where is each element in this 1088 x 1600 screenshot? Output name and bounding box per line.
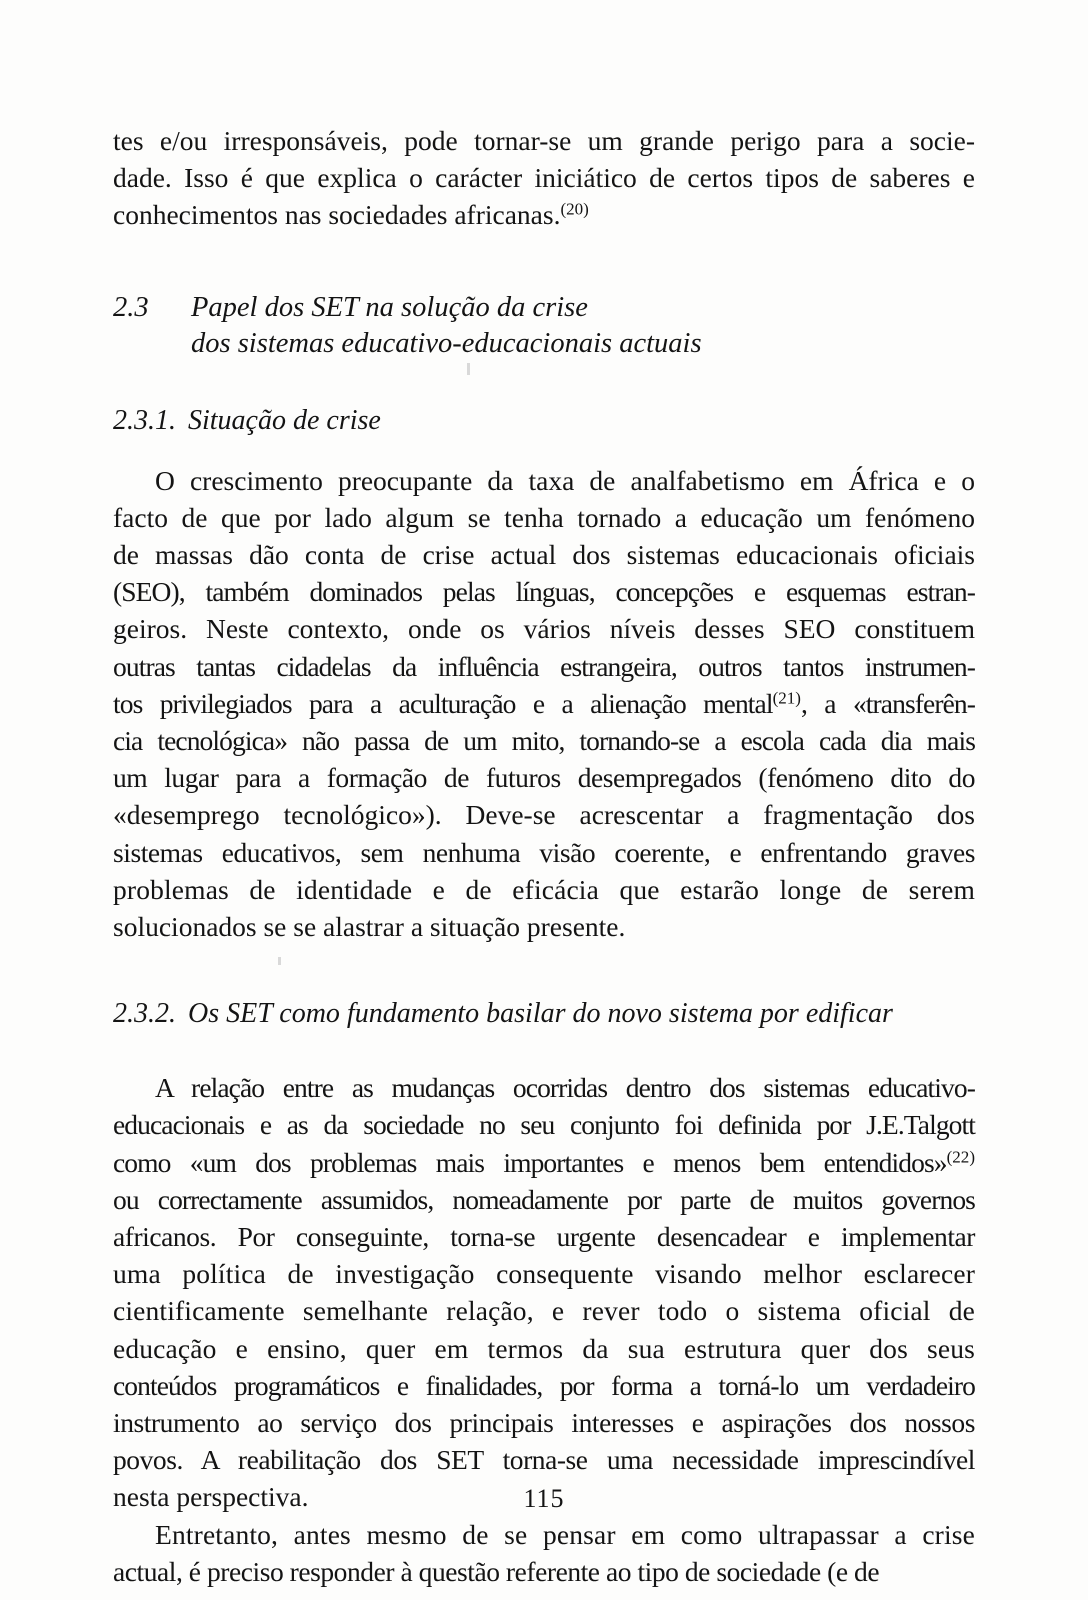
- text-line: «desemprego tecnológico»). Deve-se acrescentar a fragmentação dos: [113, 799, 975, 831]
- section-heading-2-3: [113, 290, 975, 362]
- text-line: de massas dão conta de crise actual dos sistemas educacionais oficiais: [113, 539, 975, 571]
- spacer: [113, 1031, 975, 1069]
- spacer: [113, 945, 975, 997]
- section-title: [191, 290, 702, 362]
- text-line: um lugar para a formação de futuros desempregados (fenómeno dito do: [113, 762, 975, 794]
- footnote-marker-20: (20): [560, 200, 589, 220]
- text-line-content: tos privilegiados para a aculturação e a alienação mental: [113, 687, 773, 719]
- text-line: cia tecnológica» não passa de um mito, tornando-se a escola cada dia mais: [113, 725, 975, 757]
- spacer: [113, 362, 975, 404]
- text-column: [113, 122, 975, 1590]
- subsection-number: 2.3.1.: [113, 404, 176, 436]
- text-line: educacionais e as da sociedade no seu conjunto foi definida por J.E.Talgott: [113, 1109, 975, 1141]
- footnote-marker-22: (22): [946, 1147, 975, 1167]
- text-line: outras tantas cidadelas da influência estrangeira, outros tantos instrumen-: [113, 650, 975, 682]
- text-line: [113, 685, 975, 722]
- text-line: A relação entre as mudanças ocorridas dentro dos sistemas educativo-: [155, 1072, 975, 1104]
- paragraph-final: [113, 1516, 975, 1590]
- section-number: 2.3: [113, 291, 149, 323]
- text-line: africanos. Por conseguinte, torna-se urgente desencadear e implementar: [113, 1221, 975, 1253]
- section-heading-2-3-1: [113, 404, 975, 438]
- text-line: cientificamente semelhante relação, e rever todo o sistema oficial de: [113, 1295, 975, 1327]
- text-line: educação e ensino, quer em termos da sua estrutura quer dos seus: [113, 1332, 975, 1364]
- text-line: problemas de identidade e de eficácia que estarão longe de serem: [113, 873, 975, 905]
- text-line: tes e/ou irresponsáveis, pode tornar-se um grande perigo para a socie-: [113, 125, 975, 156]
- text-line: Entretanto, antes mesmo de se pensar em como ultrapassar a crise: [155, 1518, 975, 1550]
- text-line: [113, 196, 975, 233]
- spacer: [113, 234, 975, 290]
- section-title-line-2: dos sistemas educativo-educacionais actuais: [191, 327, 702, 359]
- subsection-title: Situação de crise: [188, 404, 381, 436]
- text-line: dade. Isso é que explica o carácter iniciático de certos tipos de saberes e: [113, 162, 975, 194]
- text-line: actual, é preciso responder à questão referente ao tipo de sociedade (e de: [113, 1555, 880, 1587]
- text-line: povos. A reabilitação dos SET torna-se uma necessidade imprescindível: [113, 1444, 975, 1476]
- subsection-title: Os SET como fundamento basilar do novo sistema por edificar: [188, 998, 893, 1030]
- text-line-content-cont: , a «transferên-: [800, 687, 975, 719]
- text-line: conteúdos programáticos e finalidades, por forma a torná-lo um verdadeiro: [113, 1369, 975, 1401]
- footnote-marker-21: (21): [772, 688, 801, 708]
- spacer: [113, 438, 975, 462]
- text-line: facto de que por lado algum se tenha tornado a educação um fenómeno: [113, 501, 975, 533]
- text-line-content: conhecimentos nas sociedades africanas.: [113, 199, 561, 231]
- section-heading-2-3-2: [113, 997, 975, 1031]
- paragraph-2-3-1: [113, 462, 975, 946]
- subsection-number: 2.3.2.: [113, 998, 176, 1030]
- text-line: solucionados se se alastrar a situação presente.: [113, 911, 626, 943]
- text-line: uma política de investigação consequente visando melhor esclarecer: [113, 1258, 975, 1290]
- text-line: (SEO), também dominados pelas línguas, concepções e esquemas estran-: [113, 576, 975, 608]
- text-line: nesta perspectiva.: [113, 1481, 309, 1513]
- text-line: instrumento ao serviço dos principais interesses e aspirações dos nossos: [113, 1407, 975, 1439]
- text-line: ou correctamente assumidos, nomeadamente por parte de muitos governos: [113, 1183, 975, 1215]
- text-line-content: como «um dos problemas mais importantes e menos bem entendidos»: [113, 1146, 947, 1178]
- text-line: O crescimento preocupante da taxa de analfabetismo em África e o: [155, 464, 975, 496]
- text-line: geiros. Neste contexto, onde os vários níveis desses SEO constituem: [113, 613, 975, 645]
- text-line: [113, 1144, 975, 1181]
- paragraph-2-3-2: [113, 1069, 975, 1515]
- text-line: sistemas educativos, sem nenhuma visão coerente, e enfrentando graves: [113, 836, 975, 868]
- section-title-line-1: Papel dos SET na solução da crise: [191, 291, 588, 323]
- continued-paragraph: [113, 122, 975, 234]
- page-number: 115: [523, 1484, 565, 1513]
